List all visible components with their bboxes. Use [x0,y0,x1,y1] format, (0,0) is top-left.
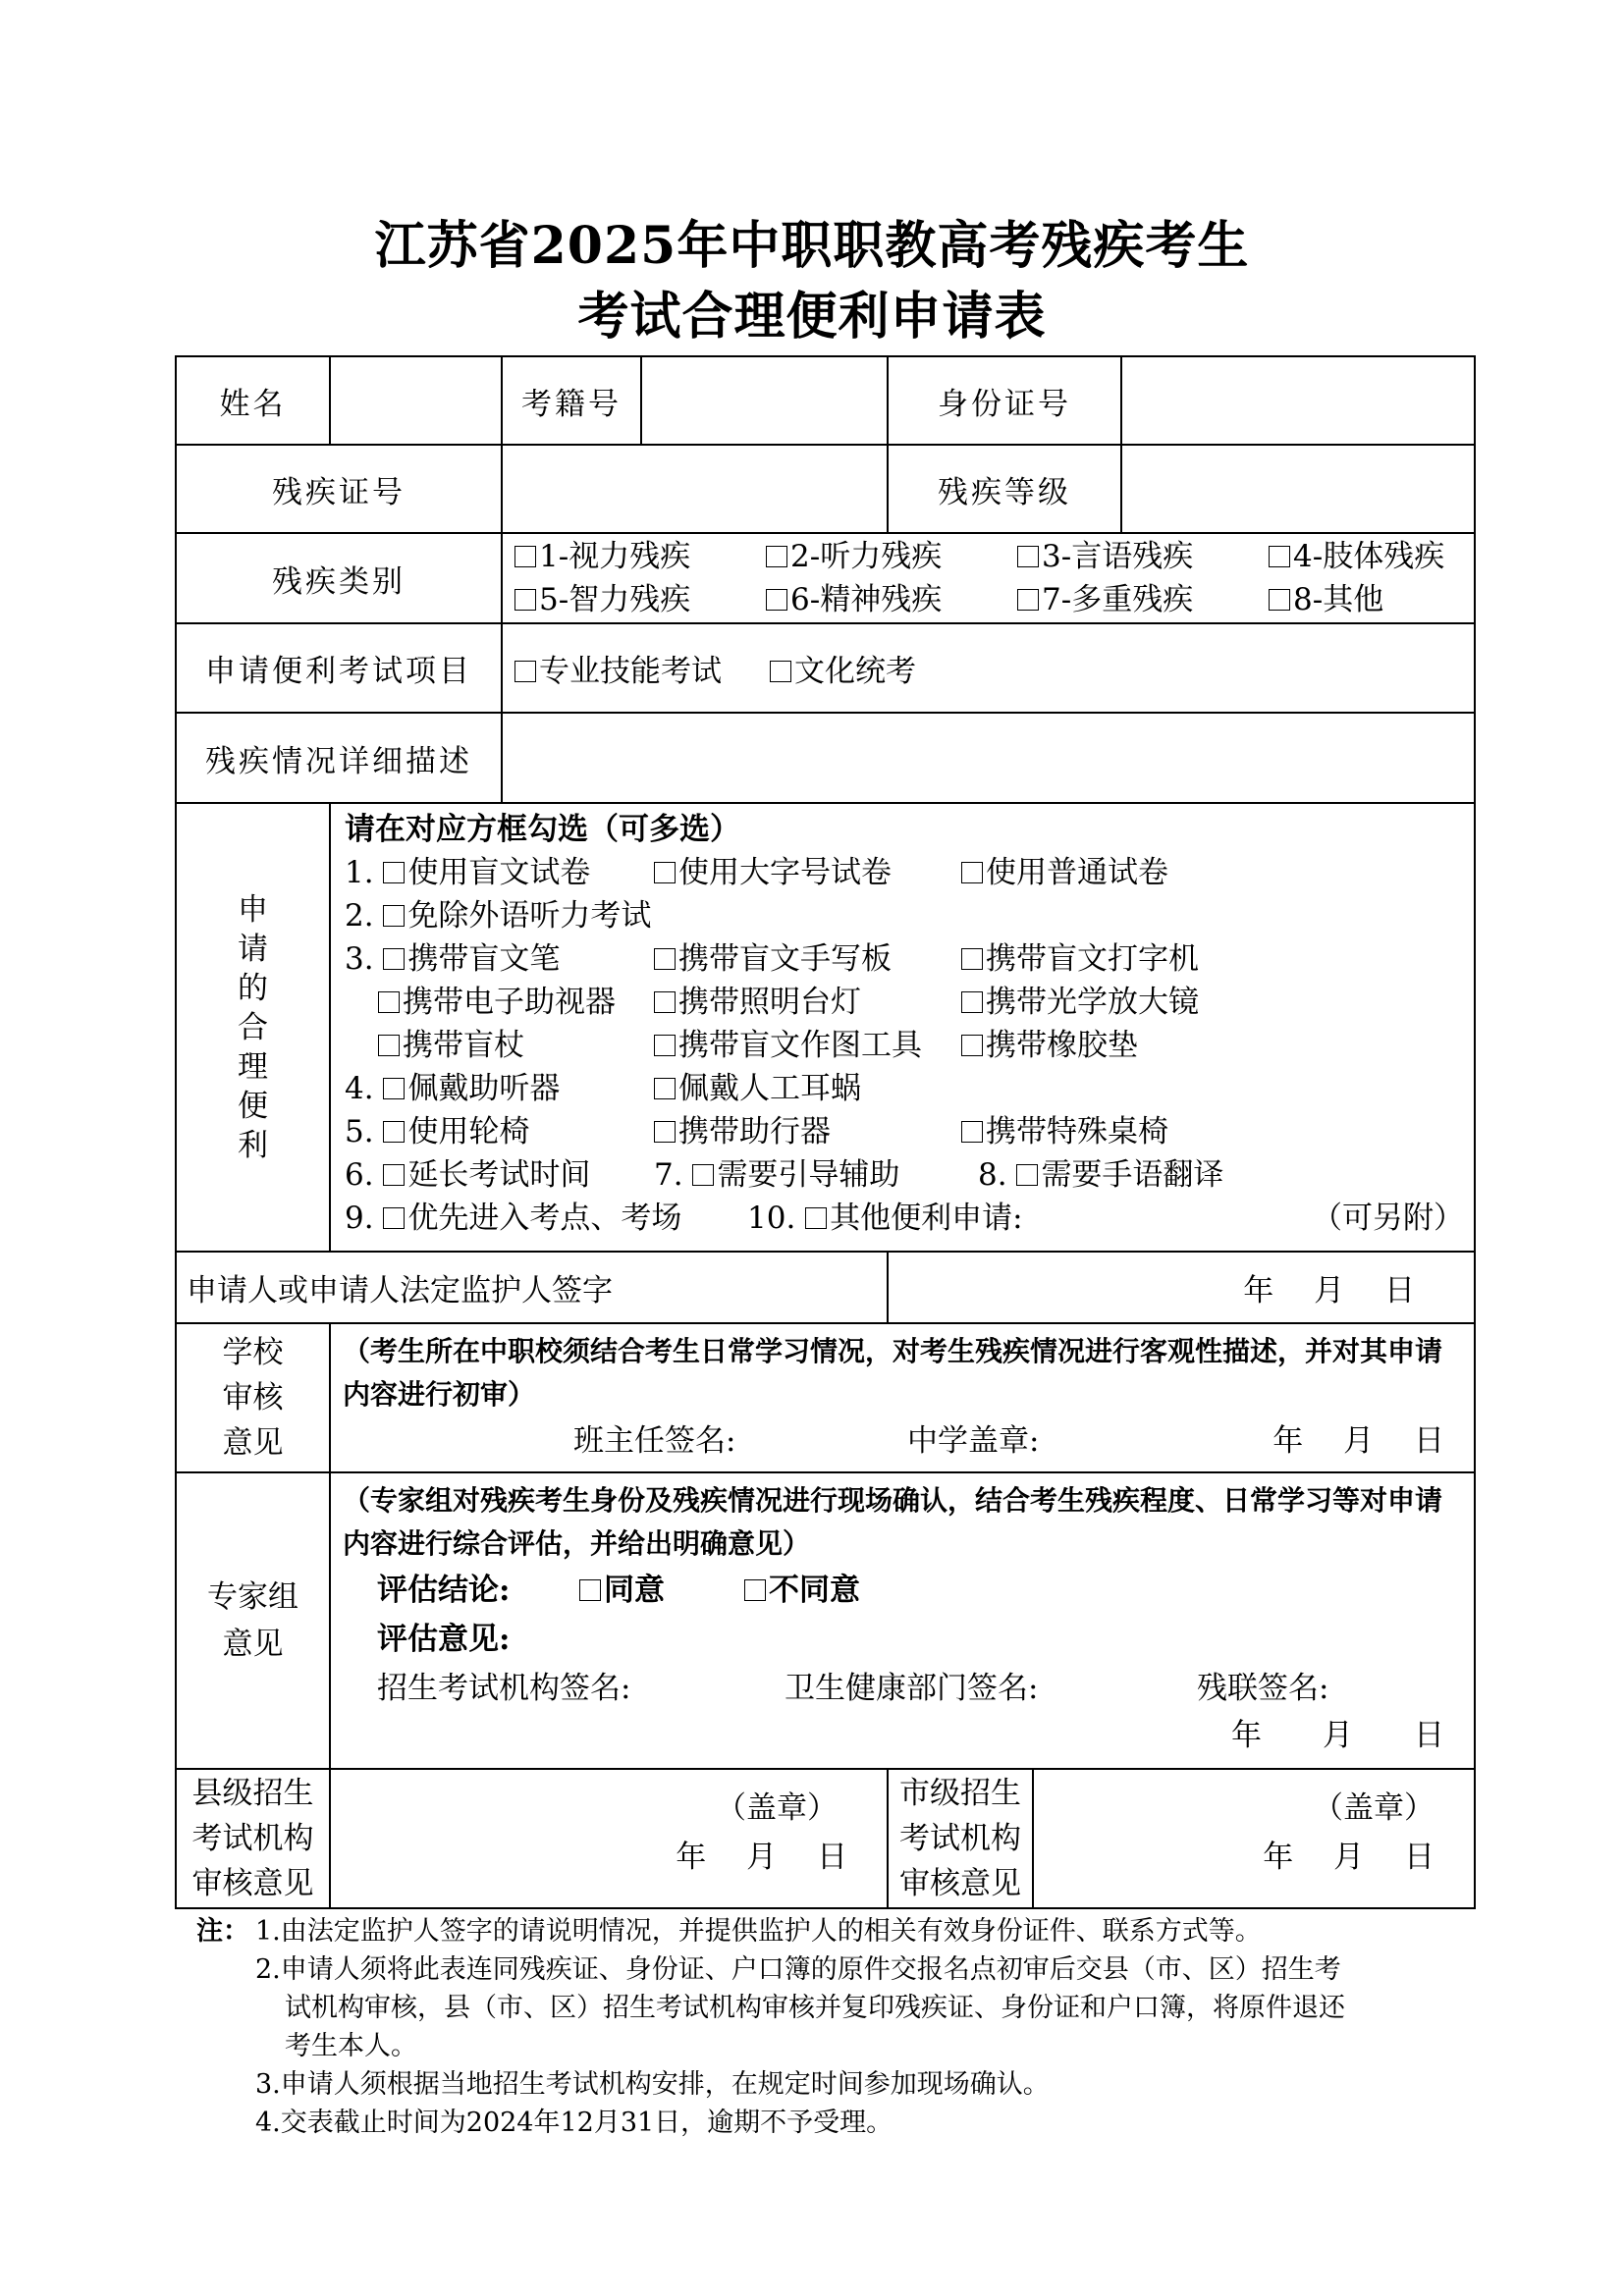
checkbox-icon[interactable] [692,1164,714,1186]
option[interactable]: 携带盲文作图工具 [654,1024,961,1067]
option[interactable]: 使用大字号试卷 [654,851,961,894]
checkbox-icon[interactable] [654,991,676,1013]
checkbox-icon[interactable] [766,546,787,567]
option[interactable]: 需要引导辅助 [692,1157,899,1193]
exam-items-options [502,623,1475,713]
accommodations-heading: 请在对应方框勾选（可多选） [345,812,740,847]
attach-note: （可另附） [1312,1201,1464,1236]
school-seal-label: 中学盖章: [907,1423,1040,1459]
accommodations-label: 申 请 的 合 理 便 利 [176,803,330,1252]
expert-review-content [330,1472,1475,1769]
checkbox-icon[interactable] [766,589,787,611]
signature-date[interactable]: 年 月 日 [888,1252,1475,1323]
note-1: 1.由法定监护人签字的请说明情况，并提供监护人的相关有效身份证件、联系方式等。 [255,1916,1262,1947]
disability-cert-field[interactable] [502,445,888,533]
disability-level-label: 残疾等级 [888,445,1121,533]
row-accommodations [176,803,1475,1252]
option[interactable]: 使用轮椅 [383,1114,529,1149]
conclusion-label: 评估结论: [377,1573,511,1608]
checkbox-icon[interactable] [961,1121,983,1143]
checkbox-icon[interactable] [383,948,405,970]
checkbox-icon[interactable] [383,1121,405,1143]
row-signature [176,1252,1475,1323]
option[interactable]: 携带照明台灯 [654,981,961,1024]
disability-description-label: 残疾情况详细描述 [176,713,502,803]
checkbox-icon[interactable] [805,1207,827,1229]
row-exam-items [176,623,1475,713]
row-disability-cert [176,445,1475,533]
disability-description-field[interactable] [502,713,1475,803]
checkbox-icon[interactable] [654,948,676,970]
name-label: 姓名 [176,356,330,445]
option[interactable]: 延长考试时间 [383,1157,590,1193]
row-basic-info [176,356,1475,445]
checkbox-icon[interactable] [770,661,791,682]
id-no-label: 身份证号 [888,356,1121,445]
health-dept-sign-label: 卫生健康部门签名: [785,1671,1039,1706]
option[interactable]: 携带特殊桌椅 [961,1110,1168,1153]
checkbox-icon[interactable] [383,1078,405,1099]
disagree-option[interactable]: 不同意 [744,1573,860,1608]
disability-level-field[interactable] [1121,445,1475,533]
accommodations-options: 请在对应方框勾选（可多选） 1. 使用盲文试卷 使用大字号试卷 使用普通试卷 2. 免除外语听力考试 3. 携带盲文笔 携带盲文手写板 携带盲文打字机 携带电子助视器 携带照明台灯 携带光学放大镜 携带盲杖 携带盲文作图工具 携带橡胶垫 4. 佩戴助听器 佩戴人工耳蜗 5. 使用轮椅 携带助行器 携带特殊桌椅 6. 延长考试时间 7. 需要引导辅助 8. 需要手语翻译 9. 优先进入考点、考场 10. 其他便利申请: （可另附） [330,803,1475,1252]
exam-item-option[interactable]: 专业技能考试 [514,646,770,690]
exam-items-label: 申请便利考试项目 [176,623,502,713]
county-seal-label: （盖章） [716,1790,838,1826]
option[interactable]: 佩戴助听器 [383,1071,560,1106]
option[interactable]: 携带盲文打字机 [961,937,1199,981]
category-option[interactable]: 2-听力残疾 [766,535,1017,578]
row-disability-description [176,713,1475,803]
option[interactable]: 携带电子助视器 [378,981,654,1024]
teacher-sign-label: 班主任签名: [573,1423,736,1459]
option[interactable]: 携带光学放大镜 [961,981,1199,1024]
checkbox-icon[interactable] [1269,589,1290,611]
row-disability-category [176,533,1475,623]
exam-no-label: 考籍号 [502,356,641,445]
checkbox-icon[interactable] [1017,589,1039,611]
checkbox-icon[interactable] [654,1121,676,1143]
checkbox-icon[interactable] [961,1035,983,1056]
category-option[interactable]: 4-肢体残疾 [1269,535,1444,578]
disability-category-options [502,533,1475,623]
option[interactable]: 需要手语翻译 [1016,1157,1223,1193]
category-option[interactable]: 6-精神残疾 [766,578,1017,621]
row-agency-review [176,1769,1475,1908]
checkbox-icon[interactable] [579,1579,601,1601]
category-option[interactable]: 8-其他 [1269,578,1383,621]
school-review-note: （考生所在中职校须结合考生日常学习情况，对考生残疾情况进行客观性描述，并对其申请内容进行初审） [343,1335,1443,1411]
exam-agency-sign-label: 招生考试机构签名: [377,1671,631,1706]
note-2a: 2.申请人须将此表连同残疾证、身份证、户口簿的原件交报名点初审后交县（市、区）招生考 [255,1954,1341,1985]
row-expert-review [176,1472,1475,1769]
option[interactable]: 使用普通试卷 [961,851,1168,894]
expert-review-note: （专家组对残疾考生身份及残疾情况进行现场确认，结合考生残疾程度、日常学习等对申请内容进行综合评估，并给出明确意见） [343,1484,1443,1560]
option[interactable]: 佩戴人工耳蜗 [654,1067,861,1110]
agree-option[interactable]: 同意 [579,1566,744,1615]
checkbox-icon[interactable] [1269,546,1290,567]
checkbox-icon[interactable] [378,1035,400,1056]
option[interactable]: 优先进入考点、考场 [383,1201,681,1236]
option[interactable]: 免除外语听力考试 [383,898,651,934]
school-review-label: 学校 审核 意见 [176,1323,330,1472]
option[interactable]: 携带盲文手写板 [654,937,961,981]
note-2b: 试机构审核，县（市、区）招生考试机构审核并复印残疾证、身份证和户口簿，将原件退还 [285,1993,1345,2023]
id-no-field[interactable] [1121,356,1475,445]
checkbox-icon[interactable] [1016,1164,1038,1186]
school-review-content [330,1323,1475,1472]
city-seal-label: （盖章） [1313,1790,1435,1826]
checkbox-icon[interactable] [744,1579,766,1601]
checkbox-icon[interactable] [514,661,536,682]
city-review-field[interactable] [1034,1770,1474,1907]
option[interactable]: 使用盲文试卷 [383,855,590,890]
checkbox-icon[interactable] [383,1207,405,1229]
name-field[interactable] [330,356,502,445]
checkbox-icon[interactable] [1017,546,1039,567]
category-option[interactable]: 7-多重残疾 [1017,578,1269,621]
option[interactable]: 携带盲杖 [378,1024,654,1067]
option[interactable]: 携带盲文笔 [383,941,560,977]
checkbox-icon[interactable] [383,1164,405,1186]
row-school-review [176,1323,1475,1472]
disability-category-label: 残疾类别 [176,533,502,623]
county-review-label: 县级招生 考试机构 审核意见 [176,1769,330,1908]
checkbox-icon[interactable] [961,948,983,970]
option[interactable]: 携带助行器 [654,1110,961,1153]
school-review-date: 年 月 日 [1272,1423,1444,1459]
expert-review-label: 专家组 意见 [176,1472,330,1769]
note-3: 3.申请人须根据当地招生考试机构安排，在规定时间参加现场确认。 [255,2069,1050,2100]
checkbox-icon[interactable] [654,1035,676,1056]
checkbox-icon[interactable] [383,905,405,927]
notes-prefix: 注： [196,1916,249,1947]
checkbox-icon[interactable] [514,546,536,567]
checkbox-icon[interactable] [378,991,400,1013]
checkbox-icon[interactable] [383,862,405,883]
opinion-label: 评估意见: [377,1622,511,1657]
application-form-table [175,355,1476,1909]
checkbox-icon[interactable] [514,589,536,611]
footnotes [196,1912,1463,2142]
exam-item-option[interactable]: 文化统考 [770,654,916,689]
option[interactable]: 携带橡胶垫 [961,1024,1138,1067]
checkbox-icon[interactable] [961,991,983,1013]
checkbox-icon[interactable] [654,862,676,883]
checkbox-icon[interactable] [654,1078,676,1099]
note-4: 4.交表截止时间为2024年12月31日，逾期不予受理。 [255,2108,893,2138]
disabled-federation-sign-label: 残联签名: [1197,1671,1329,1706]
form-title-line1: 江苏省2025年中职职教高考残疾考生 [374,216,1250,276]
disability-cert-label: 残疾证号 [176,445,502,533]
city-review-date: 年 月 日 [1263,1840,1435,1875]
checkbox-icon[interactable] [961,862,983,883]
category-option[interactable]: 5-智力残疾 [514,578,766,621]
city-review-label: 市级招生 考试机构 审核意见 [889,1770,1034,1907]
signature-label: 申请人或申请人法定监护人签字 [176,1252,888,1323]
note-2c: 考生本人。 [285,2031,417,2061]
category-option[interactable]: 1-视力残疾 [514,535,766,578]
county-review-field[interactable] [330,1769,888,1908]
option[interactable]: 其他便利申请: [805,1201,1022,1236]
expert-review-date: 年 月 日 [1231,1718,1444,1753]
county-review-date: 年 月 日 [676,1840,847,1875]
category-option[interactable]: 3-言语残疾 [1017,535,1269,578]
form-title-line2: 考试合理便利申请表 [577,287,1047,347]
exam-no-field[interactable] [641,356,888,445]
